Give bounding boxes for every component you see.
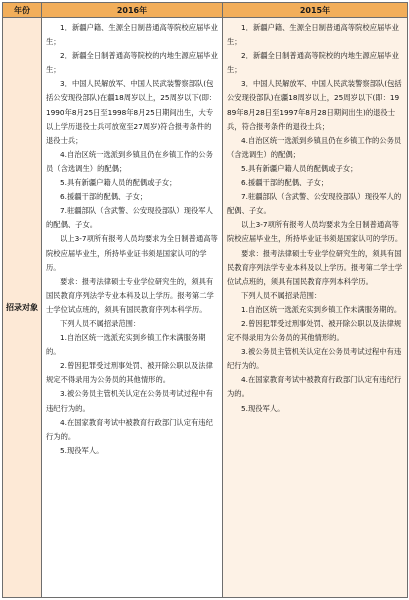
para-2016: 要求：报考法律硕士专业学位研究生的，须具有国民教育序列法学专业本科及以上学历。报考第二学士学位试点班的，须具有国民教育序列本科学历。 (46, 276, 214, 314)
para-2015: 3.被公务员主管机关认定在公务员考试过程中有违纪行为的。 (227, 347, 402, 371)
para-2015: 4.自治区统一选派到乡镇且仍在乡镇工作的公务员（含选调生）的配偶； (227, 135, 402, 159)
comparison-table (2, 2, 408, 598)
para-2016: 5.现役军人。 (60, 445, 104, 455)
para-2016: 3．中国人民解放军、中国人民武装警察部队(包括公安现役部队)在疆18周岁以上，25周岁以下(即：1990年8月25日至1998年8月25日期间出生，大专以上学历退役士兵可放宽至27周岁)符合报考条件的退役士兵； (46, 79, 217, 145)
para-2015: 3．中国人民解放军、中国人民武装警察部队(包括公安现役部队)在疆18周岁以上，25周岁以下(即：1989年8月28日至1997年8月28日期间出生)的退役士兵，符合报考条件的退役士兵； (227, 79, 402, 131)
header-2015: 2015年 (223, 3, 408, 18)
para-2016: 7.驻疆部队（含武警、公安现役部队）现役军人的配偶、子女。 (46, 206, 213, 230)
para-2016: 以上3-7项所有报考人员均要求为全日制普通高等院校应届毕业生，所持毕业证书须是国家认可的学历。 (46, 234, 218, 272)
header-row (3, 3, 408, 18)
para-2015: 1．新疆户籍、生源全日制普通高等院校应届毕业生； (227, 23, 399, 47)
para-2015: 1.自治区统一选派充实到乡镇工作未满服务期的。 (241, 304, 402, 314)
cell-2016-content (42, 18, 223, 598)
para-2016: 4.在国家教育考试中被教育行政部门认定有违纪行为的。 (46, 417, 213, 441)
para-2015: 5.具有新疆户籍人员的配偶或子女； (241, 163, 358, 173)
para-2015: 6.援疆干部的配偶、子女； (241, 178, 329, 188)
para-2016: 1．新疆户籍、生源全日制普通高等院校应届毕业生； (46, 23, 218, 47)
para-2015: 要求：报考法律硕士专业学位研究生的，须具有国民教育序列法学专业本科及以上学历。报考第二学士学位试点班的，须具有国民教育序列本科学历。 (227, 248, 403, 286)
para-2016: 3.被公务员主管机关认定在公务员考试过程中有违纪行为的。 (46, 389, 213, 413)
cell-2015-content (223, 18, 408, 598)
header-year-label: 年份 (3, 3, 42, 18)
para-2016: 6.援疆干部的配偶、子女； (60, 192, 148, 202)
row-label-recruitment-targets: 招录对象 (3, 18, 42, 598)
para-2016: 2．新疆全日制普通高等院校的内地生源应届毕业生； (46, 51, 218, 75)
header-2016: 2016年 (42, 3, 223, 18)
recruitment-targets-row (3, 18, 408, 598)
para-2016: 4.自治区统一选派到乡镇且仍在乡镇工作的公务员（含选调生）的配偶； (46, 149, 213, 173)
para-2016: 2.曾因犯罪受过刑事处罚、被开除公职以及法律规定不得录用为公务员的其他情形的。 (46, 361, 213, 385)
para-2015: 4.在国家教育考试中被教育行政部门认定有违纪行为的。 (227, 375, 402, 399)
para-2016: 下列人员不属招录范围： (60, 318, 141, 328)
para-2015: 7.驻疆部队（含武警、公安现役部队）现役军人的配偶、子女。 (227, 192, 402, 216)
para-2015: 以上3-7项所有报考人员均要求为全日制普通高等院校应届毕业生，所持毕业证书须是国家认可的学历。 (227, 220, 403, 244)
para-2015: 5.现役军人。 (241, 403, 285, 413)
para-2015: 2.曾因犯罪受过刑事处罚、被开除公职以及法律规定不得录用为公务员的其他情形的。 (227, 318, 402, 343)
para-2015: 下列人员不属招录范围： (241, 290, 322, 300)
para-2015: 2．新疆全日制普通高等院校的内地生源应届毕业生； (227, 51, 399, 75)
para-2016: 1.自治区统一选派充实到乡镇工作未满服务期的。 (46, 333, 206, 357)
para-2016: 5.具有新疆户籍人员的配偶或子女； (60, 178, 177, 188)
